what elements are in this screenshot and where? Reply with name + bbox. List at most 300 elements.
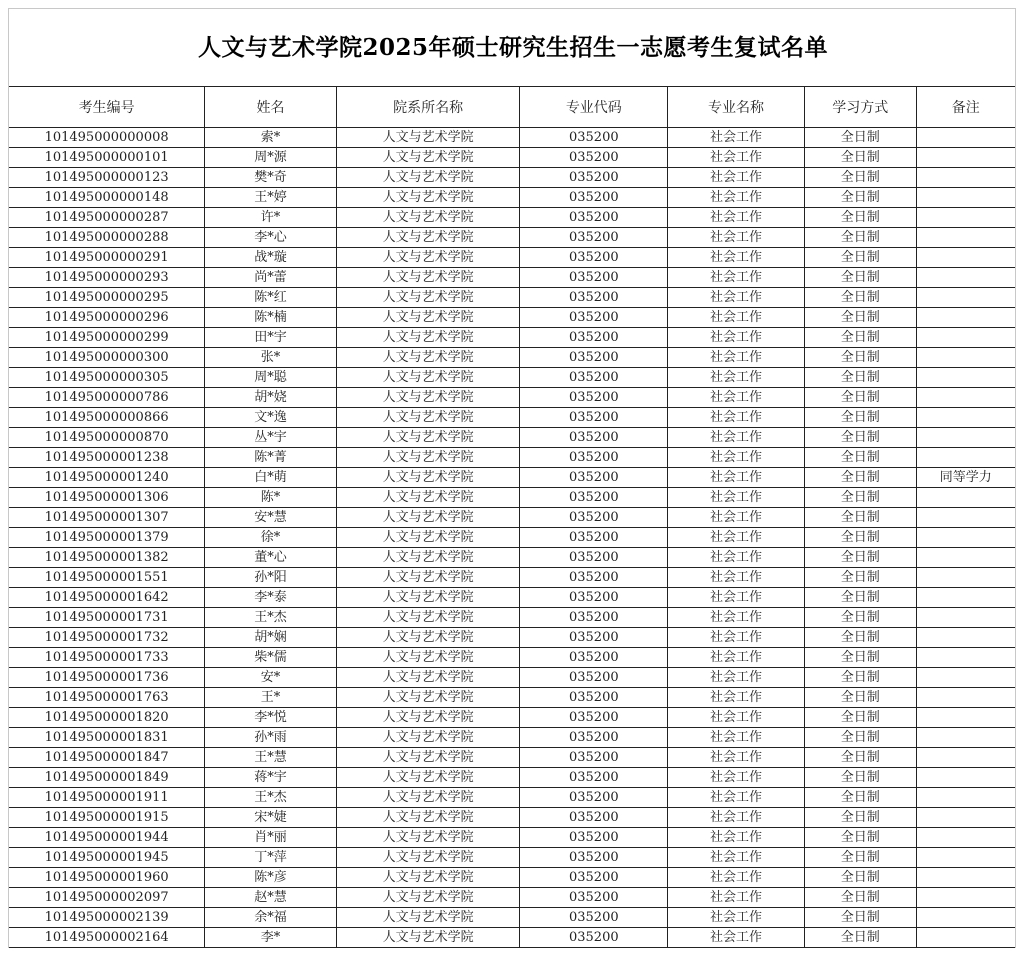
cell-major-name: 社会工作: [668, 888, 805, 908]
cell-major-code: 035200: [520, 208, 668, 228]
cell-major-code: 035200: [520, 408, 668, 428]
cell-major-name: 社会工作: [668, 348, 805, 368]
cell-candidate-id: 101495000001736: [9, 668, 205, 688]
cell-name: 宋*婕: [205, 808, 337, 828]
cell-major-code: 035200: [520, 228, 668, 248]
cell-major-name: 社会工作: [668, 268, 805, 288]
cell-major-name: 社会工作: [668, 708, 805, 728]
cell-candidate-id: 101495000000101: [9, 148, 205, 168]
cell-study-mode: 全日制: [804, 288, 916, 308]
cell-remarks: [916, 488, 1015, 508]
table-row: [9, 548, 1015, 568]
cell-major-name: 社会工作: [668, 528, 805, 548]
table-row: [9, 388, 1015, 408]
cell-major-code: 035200: [520, 488, 668, 508]
cell-study-mode: 全日制: [804, 168, 916, 188]
cell-study-mode: 全日制: [804, 148, 916, 168]
cell-department: 人文与艺术学院: [336, 848, 520, 868]
cell-study-mode: 全日制: [804, 408, 916, 428]
cell-department: 人文与艺术学院: [336, 568, 520, 588]
cell-major-code: 035200: [520, 568, 668, 588]
cell-major-code: 035200: [520, 388, 668, 408]
cell-department: 人文与艺术学院: [336, 888, 520, 908]
cell-department: 人文与艺术学院: [336, 868, 520, 888]
table-row: [9, 848, 1015, 868]
cell-major-code: 035200: [520, 148, 668, 168]
table-row: [9, 248, 1015, 268]
cell-department: 人文与艺术学院: [336, 148, 520, 168]
cell-remarks: [916, 328, 1015, 348]
cell-remarks: [916, 788, 1015, 808]
cell-candidate-id: 101495000001849: [9, 768, 205, 788]
cell-name: 李*: [205, 928, 337, 948]
cell-remarks: [916, 568, 1015, 588]
cell-study-mode: 全日制: [804, 388, 916, 408]
cell-study-mode: 全日制: [804, 808, 916, 828]
cell-remarks: [916, 428, 1015, 448]
cell-major-code: 035200: [520, 248, 668, 268]
table-row: [9, 208, 1015, 228]
cell-study-mode: 全日制: [804, 648, 916, 668]
cell-name: 李*泰: [205, 588, 337, 608]
header-candidate-id: 考生编号: [9, 87, 205, 128]
cell-study-mode: 全日制: [804, 708, 916, 728]
cell-department: 人文与艺术学院: [336, 528, 520, 548]
cell-remarks: [916, 128, 1015, 148]
cell-major-code: 035200: [520, 908, 668, 928]
cell-name: 蒋*宇: [205, 768, 337, 788]
cell-candidate-id: 101495000001831: [9, 728, 205, 748]
cell-candidate-id: 101495000001820: [9, 708, 205, 728]
cell-study-mode: 全日制: [804, 208, 916, 228]
cell-department: 人文与艺术学院: [336, 728, 520, 748]
table-row: [9, 168, 1015, 188]
cell-name: 王*婷: [205, 188, 337, 208]
cell-name: 安*: [205, 668, 337, 688]
cell-major-code: 035200: [520, 888, 668, 908]
cell-name: 陈*: [205, 488, 337, 508]
cell-candidate-id: 101495000000296: [9, 308, 205, 328]
cell-remarks: [916, 348, 1015, 368]
cell-department: 人文与艺术学院: [336, 688, 520, 708]
cell-candidate-id: 101495000002164: [9, 928, 205, 948]
cell-study-mode: 全日制: [804, 748, 916, 768]
cell-major-name: 社会工作: [668, 408, 805, 428]
cell-remarks: [916, 508, 1015, 528]
cell-remarks: [916, 708, 1015, 728]
cell-major-name: 社会工作: [668, 208, 805, 228]
cell-name: 文*逸: [205, 408, 337, 428]
cell-major-code: 035200: [520, 308, 668, 328]
table-row: [9, 188, 1015, 208]
cell-department: 人文与艺术学院: [336, 348, 520, 368]
cell-major-name: 社会工作: [668, 648, 805, 668]
cell-study-mode: 全日制: [804, 688, 916, 708]
cell-study-mode: 全日制: [804, 188, 916, 208]
table-row: [9, 688, 1015, 708]
cell-remarks: [916, 868, 1015, 888]
cell-major-code: 035200: [520, 808, 668, 828]
cell-remarks: [916, 208, 1015, 228]
cell-name: 陈*红: [205, 288, 337, 308]
cell-study-mode: 全日制: [804, 428, 916, 448]
header-remarks: 备注: [916, 87, 1015, 128]
cell-major-name: 社会工作: [668, 428, 805, 448]
cell-remarks: [916, 268, 1015, 288]
cell-remarks: [916, 168, 1015, 188]
table-row: [9, 448, 1015, 468]
cell-study-mode: 全日制: [804, 488, 916, 508]
cell-department: 人文与艺术学院: [336, 428, 520, 448]
cell-name: 安*慧: [205, 508, 337, 528]
cell-department: 人文与艺术学院: [336, 448, 520, 468]
cell-study-mode: 全日制: [804, 268, 916, 288]
cell-name: 柴*儒: [205, 648, 337, 668]
table-header-row: [9, 87, 1015, 128]
table-row: [9, 608, 1015, 628]
cell-name: 赵*慧: [205, 888, 337, 908]
cell-major-name: 社会工作: [668, 508, 805, 528]
table-row: [9, 308, 1015, 328]
cell-major-name: 社会工作: [668, 368, 805, 388]
cell-major-name: 社会工作: [668, 748, 805, 768]
cell-remarks: [916, 908, 1015, 928]
cell-remarks: [916, 628, 1015, 648]
cell-name: 周*源: [205, 148, 337, 168]
cell-major-name: 社会工作: [668, 868, 805, 888]
table-row: [9, 348, 1015, 368]
cell-department: 人文与艺术学院: [336, 648, 520, 668]
cell-name: 王*杰: [205, 788, 337, 808]
cell-major-code: 035200: [520, 688, 668, 708]
table-row: [9, 148, 1015, 168]
cell-department: 人文与艺术学院: [336, 808, 520, 828]
cell-major-code: 035200: [520, 588, 668, 608]
cell-name: 周*聪: [205, 368, 337, 388]
cell-major-code: 035200: [520, 608, 668, 628]
cell-major-code: 035200: [520, 268, 668, 288]
cell-major-name: 社会工作: [668, 628, 805, 648]
cell-remarks: [916, 828, 1015, 848]
cell-study-mode: 全日制: [804, 768, 916, 788]
cell-major-name: 社会工作: [668, 228, 805, 248]
cell-department: 人文与艺术学院: [336, 908, 520, 928]
cell-remarks: [916, 528, 1015, 548]
table-row: [9, 428, 1015, 448]
cell-candidate-id: 101495000000300: [9, 348, 205, 368]
cell-name: 肖*丽: [205, 828, 337, 848]
cell-study-mode: 全日制: [804, 888, 916, 908]
cell-name: 陈*楠: [205, 308, 337, 328]
cell-department: 人文与艺术学院: [336, 248, 520, 268]
cell-name: 孙*雨: [205, 728, 337, 748]
cell-name: 田*宇: [205, 328, 337, 348]
cell-name: 董*心: [205, 548, 337, 568]
cell-study-mode: 全日制: [804, 828, 916, 848]
cell-major-name: 社会工作: [668, 928, 805, 948]
cell-major-name: 社会工作: [668, 728, 805, 748]
cell-major-name: 社会工作: [668, 828, 805, 848]
cell-study-mode: 全日制: [804, 668, 916, 688]
cell-candidate-id: 101495000001733: [9, 648, 205, 668]
cell-candidate-id: 101495000000123: [9, 168, 205, 188]
table-row: [9, 508, 1015, 528]
cell-major-code: 035200: [520, 868, 668, 888]
cell-candidate-id: 101495000001847: [9, 748, 205, 768]
cell-remarks: [916, 848, 1015, 868]
table-row: [9, 708, 1015, 728]
cell-major-code: 035200: [520, 548, 668, 568]
table-row: [9, 748, 1015, 768]
cell-study-mode: 全日制: [804, 908, 916, 928]
cell-study-mode: 全日制: [804, 548, 916, 568]
cell-remarks: [916, 188, 1015, 208]
table-row: [9, 268, 1015, 288]
cell-name: 余*福: [205, 908, 337, 928]
table-row: [9, 668, 1015, 688]
cell-name: 张*: [205, 348, 337, 368]
cell-candidate-id: 101495000000287: [9, 208, 205, 228]
cell-study-mode: 全日制: [804, 128, 916, 148]
cell-remarks: [916, 448, 1015, 468]
cell-department: 人文与艺术学院: [336, 788, 520, 808]
cell-candidate-id: 101495000001642: [9, 588, 205, 608]
cell-candidate-id: 101495000000786: [9, 388, 205, 408]
cell-major-name: 社会工作: [668, 388, 805, 408]
cell-remarks: [916, 288, 1015, 308]
cell-major-code: 035200: [520, 508, 668, 528]
cell-remarks: [916, 608, 1015, 628]
cell-candidate-id: 101495000000299: [9, 328, 205, 348]
cell-major-code: 035200: [520, 528, 668, 548]
table-row: [9, 228, 1015, 248]
cell-major-name: 社会工作: [668, 188, 805, 208]
cell-study-mode: 全日制: [804, 368, 916, 388]
cell-candidate-id: 101495000001238: [9, 448, 205, 468]
table-row: [9, 408, 1015, 428]
header-name: 姓名: [205, 87, 337, 128]
cell-major-name: 社会工作: [668, 248, 805, 268]
cell-name: 索*: [205, 128, 337, 148]
cell-candidate-id: 101495000001382: [9, 548, 205, 568]
table-row: [9, 908, 1015, 928]
cell-department: 人文与艺术学院: [336, 168, 520, 188]
cell-major-name: 社会工作: [668, 568, 805, 588]
cell-candidate-id: 101495000001944: [9, 828, 205, 848]
cell-department: 人文与艺术学院: [336, 328, 520, 348]
cell-candidate-id: 101495000001763: [9, 688, 205, 708]
cell-major-code: 035200: [520, 628, 668, 648]
table-row: [9, 328, 1015, 348]
cell-remarks: [916, 728, 1015, 748]
cell-candidate-id: 101495000000008: [9, 128, 205, 148]
cell-name: 陈*菁: [205, 448, 337, 468]
cell-department: 人文与艺术学院: [336, 188, 520, 208]
cell-department: 人文与艺术学院: [336, 308, 520, 328]
table-row: [9, 768, 1015, 788]
cell-major-name: 社会工作: [668, 468, 805, 488]
cell-department: 人文与艺术学院: [336, 388, 520, 408]
cell-study-mode: 全日制: [804, 608, 916, 628]
table-row: [9, 588, 1015, 608]
cell-remarks: [916, 648, 1015, 668]
cell-major-name: 社会工作: [668, 448, 805, 468]
cell-department: 人文与艺术学院: [336, 128, 520, 148]
cell-name: 王*慧: [205, 748, 337, 768]
cell-name: 丁*萍: [205, 848, 337, 868]
cell-study-mode: 全日制: [804, 468, 916, 488]
cell-candidate-id: 101495000000288: [9, 228, 205, 248]
cell-study-mode: 全日制: [804, 588, 916, 608]
cell-major-name: 社会工作: [668, 288, 805, 308]
cell-remarks: [916, 668, 1015, 688]
cell-major-code: 035200: [520, 788, 668, 808]
cell-candidate-id: 101495000001911: [9, 788, 205, 808]
cell-major-name: 社会工作: [668, 788, 805, 808]
cell-major-name: 社会工作: [668, 608, 805, 628]
cell-study-mode: 全日制: [804, 568, 916, 588]
table-row: [9, 568, 1015, 588]
cell-major-name: 社会工作: [668, 548, 805, 568]
cell-study-mode: 全日制: [804, 628, 916, 648]
table-row: [9, 488, 1015, 508]
document-sheet: [8, 8, 1016, 948]
cell-candidate-id: 101495000001379: [9, 528, 205, 548]
cell-remarks: [916, 748, 1015, 768]
table-row: [9, 728, 1015, 748]
cell-study-mode: 全日制: [804, 228, 916, 248]
cell-candidate-id: 101495000002097: [9, 888, 205, 908]
cell-remarks: [916, 248, 1015, 268]
cell-major-name: 社会工作: [668, 808, 805, 828]
cell-department: 人文与艺术学院: [336, 288, 520, 308]
cell-major-name: 社会工作: [668, 148, 805, 168]
cell-study-mode: 全日制: [804, 348, 916, 368]
cell-study-mode: 全日制: [804, 928, 916, 948]
cell-department: 人文与艺术学院: [336, 548, 520, 568]
cell-major-code: 035200: [520, 648, 668, 668]
cell-major-name: 社会工作: [668, 488, 805, 508]
cell-study-mode: 全日制: [804, 508, 916, 528]
cell-name: 胡*娴: [205, 628, 337, 648]
cell-name: 尚*蕾: [205, 268, 337, 288]
cell-name: 王*杰: [205, 608, 337, 628]
cell-candidate-id: 101495000001960: [9, 868, 205, 888]
cell-department: 人文与艺术学院: [336, 828, 520, 848]
cell-name: 李*悦: [205, 708, 337, 728]
cell-major-name: 社会工作: [668, 588, 805, 608]
cell-major-code: 035200: [520, 708, 668, 728]
cell-remarks: [916, 808, 1015, 828]
cell-major-code: 035200: [520, 468, 668, 488]
cell-name: 徐*: [205, 528, 337, 548]
cell-remarks: [916, 368, 1015, 388]
header-major-name: 专业名称: [668, 87, 805, 128]
cell-name: 白*萌: [205, 468, 337, 488]
table-row: [9, 828, 1015, 848]
cell-major-code: 035200: [520, 728, 668, 748]
candidate-table: [9, 86, 1015, 948]
cell-remarks: [916, 388, 1015, 408]
cell-remarks: [916, 148, 1015, 168]
cell-department: 人文与艺术学院: [336, 228, 520, 248]
cell-department: 人文与艺术学院: [336, 928, 520, 948]
cell-remarks: 同等学力: [916, 468, 1015, 488]
cell-remarks: [916, 548, 1015, 568]
header-study-mode: 学习方式: [804, 87, 916, 128]
cell-major-name: 社会工作: [668, 848, 805, 868]
cell-name: 战*璇: [205, 248, 337, 268]
cell-remarks: [916, 888, 1015, 908]
cell-major-code: 035200: [520, 928, 668, 948]
cell-remarks: [916, 228, 1015, 248]
table-row: [9, 648, 1015, 668]
cell-department: 人文与艺术学院: [336, 628, 520, 648]
cell-remarks: [916, 308, 1015, 328]
cell-remarks: [916, 408, 1015, 428]
cell-name: 陈*彦: [205, 868, 337, 888]
cell-remarks: [916, 768, 1015, 788]
cell-department: 人文与艺术学院: [336, 208, 520, 228]
cell-name: 樊*奇: [205, 168, 337, 188]
cell-study-mode: 全日制: [804, 248, 916, 268]
cell-remarks: [916, 688, 1015, 708]
cell-study-mode: 全日制: [804, 728, 916, 748]
cell-major-name: 社会工作: [668, 688, 805, 708]
cell-study-mode: 全日制: [804, 788, 916, 808]
cell-name: 王*: [205, 688, 337, 708]
table-row: [9, 628, 1015, 648]
table-row: [9, 528, 1015, 548]
cell-remarks: [916, 588, 1015, 608]
cell-major-code: 035200: [520, 428, 668, 448]
cell-candidate-id: 101495000002139: [9, 908, 205, 928]
table-row: [9, 808, 1015, 828]
cell-major-code: 035200: [520, 328, 668, 348]
table-row: [9, 288, 1015, 308]
cell-candidate-id: 101495000000291: [9, 248, 205, 268]
cell-name: 许*: [205, 208, 337, 228]
cell-major-name: 社会工作: [668, 908, 805, 928]
cell-major-name: 社会工作: [668, 328, 805, 348]
cell-major-name: 社会工作: [668, 308, 805, 328]
cell-major-code: 035200: [520, 848, 668, 868]
cell-major-code: 035200: [520, 448, 668, 468]
cell-candidate-id: 101495000001551: [9, 568, 205, 588]
cell-candidate-id: 101495000001915: [9, 808, 205, 828]
cell-department: 人文与艺术学院: [336, 708, 520, 728]
cell-study-mode: 全日制: [804, 528, 916, 548]
cell-candidate-id: 101495000000293: [9, 268, 205, 288]
cell-department: 人文与艺术学院: [336, 668, 520, 688]
cell-department: 人文与艺术学院: [336, 488, 520, 508]
cell-department: 人文与艺术学院: [336, 588, 520, 608]
cell-department: 人文与艺术学院: [336, 608, 520, 628]
table-row: [9, 888, 1015, 908]
header-major-code: 专业代码: [520, 87, 668, 128]
cell-candidate-id: 101495000001240: [9, 468, 205, 488]
table-row: [9, 788, 1015, 808]
cell-major-code: 035200: [520, 128, 668, 148]
cell-candidate-id: 101495000000295: [9, 288, 205, 308]
cell-name: 李*心: [205, 228, 337, 248]
cell-remarks: [916, 928, 1015, 948]
cell-study-mode: 全日制: [804, 328, 916, 348]
table-row: [9, 128, 1015, 148]
cell-name: 孙*阳: [205, 568, 337, 588]
cell-study-mode: 全日制: [804, 448, 916, 468]
cell-candidate-id: 101495000000866: [9, 408, 205, 428]
